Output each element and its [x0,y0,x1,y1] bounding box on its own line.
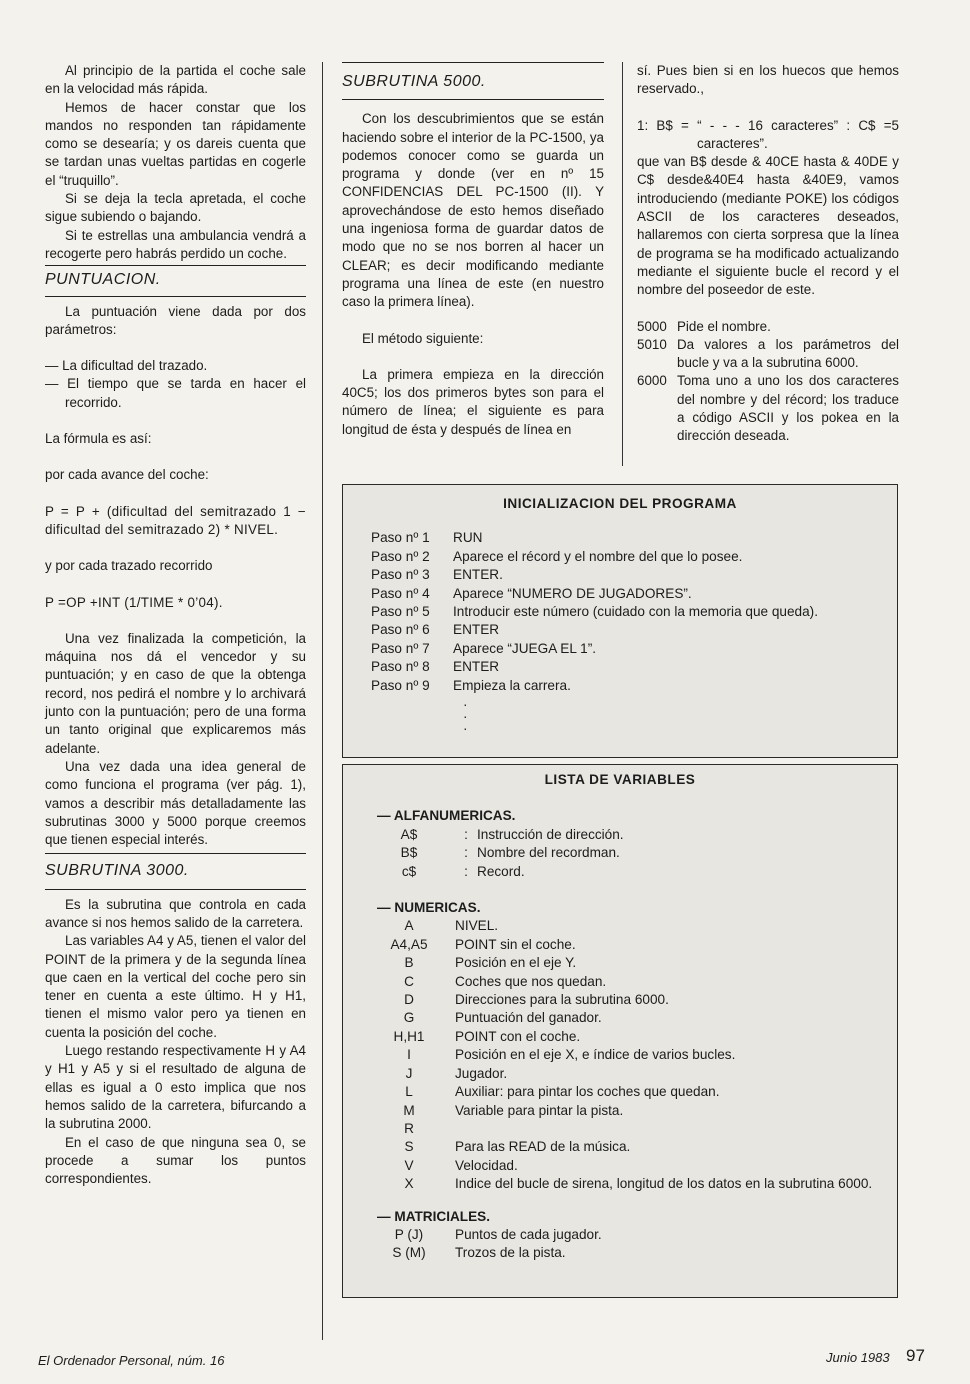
variable-desc: Indice del bucle de sirena, longitud de los datos en la subrutina 6000. [455,1176,873,1192]
variable-row [363,973,897,991]
paragraph: que van B$ desde & 40CE hasta & 40DE y C$ desde&40E4 hasta &40E9, vamos introduciendo (mediante POKE) los códigos ASCII de los caracteres deseados, hallaremos con cierta sorpresa que la línea de programa se ha modificado actualizando mediante el siguiente bucle el record y el nombre del poseedor de este. [637,154,899,298]
variable-row [363,936,897,954]
paragraph: Con los descubrimientos que se están haciendo sobre el interior de la PC-1500, ya podemos conocer como se guarda un programa y donde (ver en nº 15 CONFIDENCIAS DEL PC-1500 (II). Y aprovechándose de esto hemos diseñado una ingeniosa forma de guardar datos de modo que no se nos borren al hacer un CLEAR; es decir modificando mediante programa una línea de este (en nuestro caso la primera línea). [342,111,604,310]
step-label: Paso nº 3 [371,567,430,583]
variable-row [363,1175,897,1193]
variable-name: M [403,1102,415,1118]
footer-date: Junio 1983 [826,1350,890,1365]
colon: : [464,845,468,861]
paragraph: Si te estrellas una ambulancia vendrá a recogerte pero habrás perdido un coche. [45,227,306,261]
variable-name: S [404,1139,414,1155]
variable-row [363,844,897,862]
step-row [371,566,897,584]
step-row [371,677,897,695]
section-rule [342,99,604,100]
step-label: Paso nº 4 [371,585,430,601]
section-title: — ALFANUMERICAS. [377,808,516,824]
section-heading: SUBRUTINA 5000. [342,73,486,90]
step-text: ENTER. [453,567,503,583]
colon: : [464,826,468,842]
variable-name: S (M) [392,1245,426,1261]
step-label: Paso nº 2 [371,548,430,564]
box-title: INICIALIZACION DEL PROGRAMA [503,496,737,511]
variable-row [363,1102,897,1120]
variable-name: A$ [400,826,418,842]
variable-name: P (J) [394,1226,424,1242]
colon: : [464,863,468,879]
variable-row [363,917,897,935]
step-text: Empieza la carrera. [453,677,571,693]
variable-name: D [404,992,414,1008]
column-divider-left [322,62,323,480]
footer-publication: El Ordenador Personal, núm. 16 [38,1353,225,1368]
paragraph: El método siguiente: [362,330,484,346]
step-row [371,621,897,639]
variable-name: H,H1 [393,1028,425,1044]
variable-desc: Coches que nos quedan. [455,973,607,989]
paragraph: La puntuación viene dada por dos parámetros: [45,303,306,337]
paragraph: por cada avance del coche: [45,467,209,483]
paragraph: Las variables A4 y A5, tienen el valor del POINT de la primera y de la segunda línea que caen en la vertical del coche pero sin tener en cuenta a este último. H y H1, tienen el mismo valor pero ya tienen en cuenta la posición del coche. [45,933,306,1040]
line-number: 6000 [637,373,667,389]
variable-row [363,1138,897,1156]
paragraph: La primera empieza en la dirección 40C5; los dos primeros bytes son para el número de línea; el siguiente es para longitud de ésta y después de línea en [342,366,604,437]
line-text: Pide el nombre. [677,318,771,334]
variable-row [363,1083,897,1101]
variable-desc: Direcciones para la subrutina 6000. [455,992,669,1008]
variable-row [363,1028,897,1046]
column-divider-right [622,62,623,466]
variable-row [363,863,897,881]
step-row [371,548,897,566]
step-label: Paso nº 7 [371,640,430,656]
variable-desc: Puntos de cada jugador. [455,1226,602,1242]
program-lines [637,318,899,446]
variable-desc: Auxiliar: para pintar los coches que quedan. [455,1084,720,1100]
section-rule [45,889,306,890]
variable-row [363,1157,897,1175]
step-text: ENTER [453,659,500,675]
column-2 [342,62,604,439]
alfa-list [363,826,897,881]
section-heading: SUBRUTINA 3000. [45,862,189,880]
variable-row [363,1009,897,1027]
init-box [342,484,898,758]
variable-row [363,1244,897,1262]
section-rule [45,265,306,266]
step-label: Paso nº 8 [371,659,430,675]
steps-list [371,529,897,695]
paragraph: Luego restando respectivamente H y A4 y H1 y A5 y si el resultado de alguna de ellas es igual a 0 esto implica que nos hemos salido de la carretera, bifurcando a la subrutina 2000. [45,1043,306,1132]
mat-list [363,1226,897,1263]
variable-row [363,826,897,844]
variable-desc: Posición en el eje Y. [455,955,577,971]
num-list [363,917,897,1193]
variable-name: R [404,1120,414,1136]
paragraph: y por cada trazado recorrido [45,558,213,574]
step-text: ENTER [453,622,500,638]
page-number: 97 [906,1346,925,1365]
variable-name: C [404,973,414,989]
variable-desc: Para las READ de la música. [455,1139,631,1155]
variable-desc: Posición en el eje X, e índice de varios bucles. [455,1047,736,1063]
step-row [371,658,897,676]
variable-name: I [407,1047,411,1063]
step-label: Paso nº 5 [371,604,430,620]
formula: P = P + (dificultad del semitrazado 1 − dificultad del semitrazado 2) * NIVEL. [45,503,306,537]
paragraph: La fórmula es así: [45,431,152,447]
step-text: Aparece el récord y el nombre del que lo posee. [453,548,743,564]
variable-row [363,1120,897,1138]
line-number: 5010 [637,336,667,352]
variable-desc: Instrucción de dirección. [477,826,624,842]
variable-row [363,954,897,972]
paragraph: En el caso de que ninguna sea 0, se procede a sumar los puntos correspondientes. [45,1134,306,1187]
paragraph: Si se deja la tecla apretada, el coche sigue subiendo o bajando. [45,191,306,225]
variables-box [342,764,898,1298]
step-text: Aparece “JUEGA EL 1”. [453,640,597,656]
variable-name: A [404,918,414,934]
line-text: Da valores a los parámetros del bucle y va a la subrutina 6000. [677,336,899,371]
paragraph: sí. Pues bien si en los huecos que hemos reservado., [637,63,899,97]
section-rule [45,296,306,297]
step-label: Paso nº 1 [371,530,430,546]
variable-desc: Variable para pintar la pista. [455,1102,624,1118]
paragraph: Hemos de hacer constar que los mandos no responden tan rápidamente como se desearía; y os dareis cuenta que se tardan unas vueltas partidas en cogerle el “truquillo”. [45,99,306,188]
step-text: RUN [453,530,483,546]
section-rule [45,853,306,854]
section-title: — MATRICIALES. [377,1208,491,1224]
variable-row [363,1046,897,1064]
step-row [371,603,897,621]
variable-desc: Record. [477,863,525,879]
section-heading: PUNTUACION. [45,271,161,289]
variable-name: A4,A5 [390,936,428,952]
variable-desc: POINT con el coche. [455,1028,581,1044]
variable-row [363,991,897,1009]
variable-name: J [405,1065,413,1081]
variable-name: G [403,1010,415,1026]
program-line [637,372,899,445]
variable-name: c$ [401,863,417,879]
paragraph: Una vez dada una idea general de como funciona el programa (ver pág. 1), vamos a describir más detalladamente las subrutinas 3000 y 5000 porque creemos que tienen especial interés. [45,758,306,848]
step-text: Introducir este número (cuidado con la memoria que queda). [453,604,818,620]
variable-desc: Jugador. [455,1065,508,1081]
list-item: — El tiempo que se tarda en hacer el recorrido. [45,376,306,410]
formula: P =OP +INT (1/TIME * 0’04). [45,594,223,610]
variable-row [363,1226,897,1244]
variable-name: V [404,1157,414,1173]
step-row [371,640,897,658]
variable-desc: Nombre del recordman. [477,845,620,861]
column-divider-lower [322,480,323,1340]
variable-desc: Trozos de la pista. [455,1245,566,1261]
variable-name: B [404,955,414,971]
variable-desc: POINT sin el coche. [455,936,576,952]
line-text: Toma uno a uno los dos caracteres del nombre y del récord; los traduce a código ASCII y los pokea en la dirección deseada. [677,373,899,444]
variable-name: X [404,1176,414,1192]
line-number: 5000 [637,318,667,334]
variable-desc: Puntuación del ganador. [455,1010,602,1026]
list-item: — La dificultad del trazado. [45,358,208,374]
step-label: Paso nº 6 [371,622,430,638]
paragraph: Al principio de la partida el coche sale en la velocidad más rápida. [45,63,306,97]
program-line [637,336,899,373]
continuation-dots: · · · [463,697,468,737]
step-text: Aparece “NUMERO DE JUGADORES”. [453,585,692,601]
section-title: — NUMERICAS. [377,900,481,916]
step-row [371,529,897,547]
column-1 [45,62,306,1188]
step-row [371,585,897,603]
variable-desc: Velocidad. [455,1157,518,1173]
variable-desc [455,1120,897,1138]
section-rule [342,62,604,63]
variable-desc: NIVEL. [455,918,499,934]
program-line [637,318,899,336]
paragraph: Una vez finalizada la competición, la máquina nos dá el vencedor y su puntuación; y en caso de que la obtenga record, nos pedirá el nombre y lo archivará junto con la puntuación; pero de una forma un tanto original que explicaremos más adelante. [45,630,306,756]
column-3 [637,62,899,446]
variable-row [363,1065,897,1083]
variable-name: L [405,1084,413,1100]
box-title: LISTA DE VARIABLES [544,772,696,787]
paragraph: Es la subrutina que controla en cada avance si nos hemos salido de la carretera. [45,896,306,930]
step-label: Paso nº 9 [371,677,430,693]
variable-name: B$ [400,845,418,861]
code-line: 1: B$ = “ - - - 16 caracteres” : C$ =5 caracteres”. [637,117,899,151]
